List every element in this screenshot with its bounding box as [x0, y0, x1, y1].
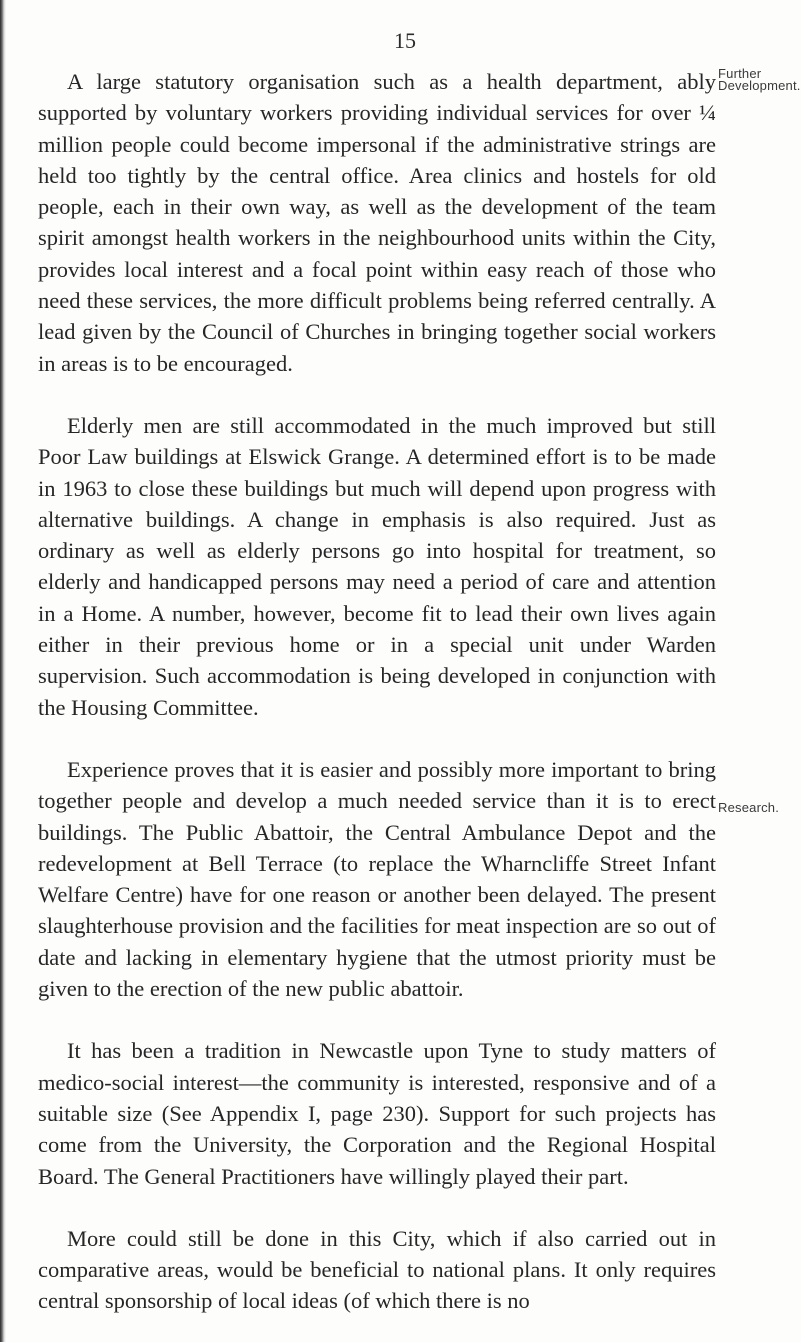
margin-note-line: Further — [718, 66, 762, 81]
page-number: 15 — [394, 28, 416, 53]
paragraph-more-could-be-done: More could still be done in this City, which if also carried out in comparative areas, would be beneficial to national plans. It only requires central sponsorship of local ideas (of which there is no — [38, 1225, 716, 1314]
paragraph-elderly-men: Elderly men are still accommodated in the much improved but still Poor Law buildings at Elswick Grange. A determined effort is to be made in 1963 to close these buildings but much will depend upon progress with alternative buildings. A change in emphasis is also required. Just as ordinary as well as elderly persons go into hospital for treatment, so elderly and handicapped persons may need a period of care and attention in a Home. A number, however, become fit to lead their own lives again either in their previous home or in a special unit under Warden supervision. Such accommodation is being developed in conjunction with the Housing Committee. — [38, 412, 716, 720]
paragraph-administration: A large statutory organisation such as a health department, ably supported by voluntary workers providing individual services for over ¼ million people could become impersonal if the administrative strings are held too tightly by the central office. Area clinics and hostels for old people, each in their own way, as well as the development of the team spirit amongst health workers in the neighbourhood units within the City, provides local interest and a focal point within easy reach of those who need these services, the more difficult problems being referred centrally. A lead given by the Council of Churches in bringing together social workers in areas is to be encouraged. — [38, 69, 716, 376]
paragraph-research-tradition: It has been a tradition in Newcastle upon Tyne to study matters of medico-social interest—the community is interested, responsive and of a suitable size (See Appendix I, page 230). Support for such projects has come from the University, the Corporation and the Regional Hospital Board. The General Practitioners have willingly played their part. — [38, 1038, 716, 1189]
body-text — [38, 66, 716, 1317]
paragraph-experience: Experience proves that it is easier and possibly more important to bring together people and develop a much needed service than it is to erect buildings. The Public Abattoir, the Central Ambulance Depot and the redevelopment at Bell Terrace (to replace the Wharncliffe Street Infant Welfare Centre) have for one reason or another been delayed. The present slaughterhouse provision and the facilities for meat inspection are so out of date and lacking in elementary hygiene that the utmost priority must be given to the erection of the new public abattoir. — [38, 756, 716, 1002]
margin-note-further-development — [718, 68, 801, 92]
page-binding-edge — [0, 0, 6, 1342]
margin-note-line: Development. — [718, 78, 801, 93]
margin-note-research: Research. — [718, 800, 780, 815]
